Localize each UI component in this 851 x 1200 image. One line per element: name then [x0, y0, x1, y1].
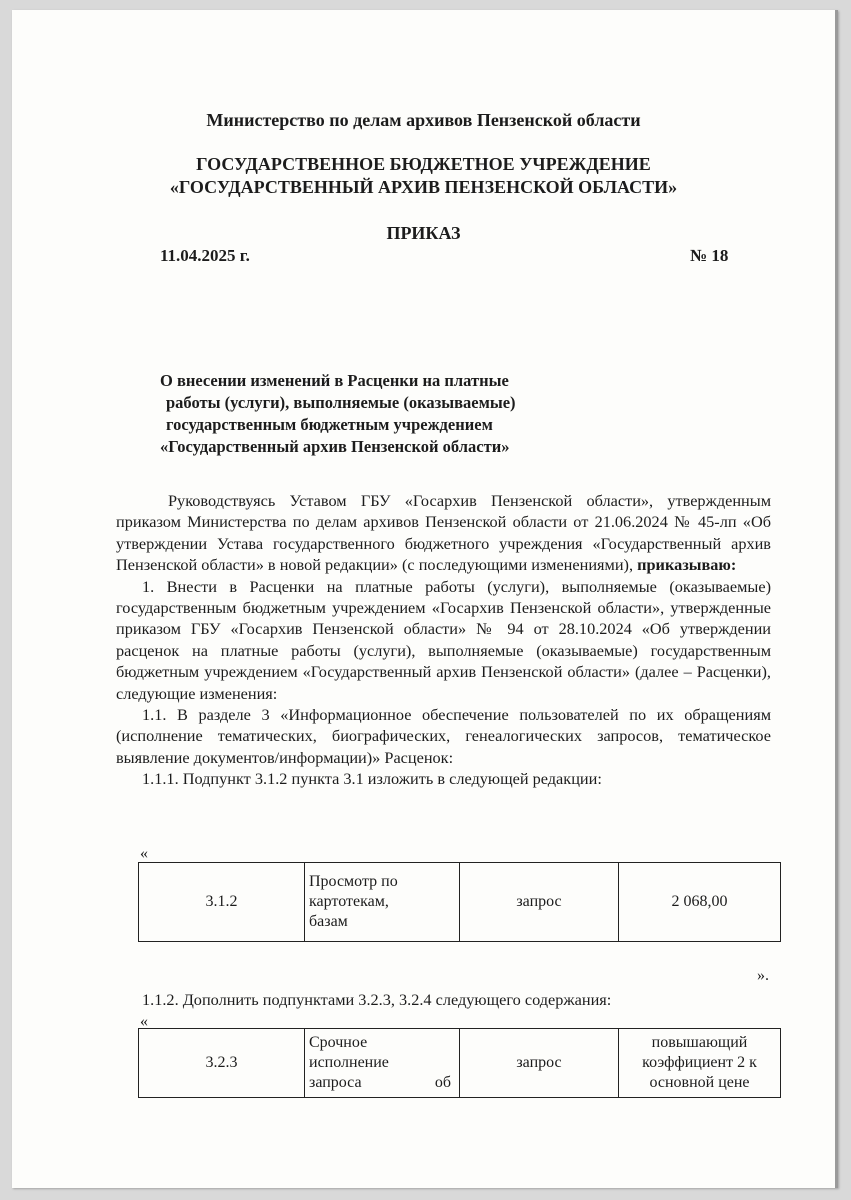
- quote-open-mark: «: [140, 845, 148, 862]
- table-row: [139, 1029, 781, 1098]
- order-date: 11.04.2025 г.: [160, 246, 250, 265]
- order-number: № 18: [690, 246, 729, 265]
- organization-line-2: «ГОСУДАРСТВЕННЫЙ АРХИВ ПЕНЗЕНСКОЙ ОБЛАСТИ»: [169, 177, 678, 197]
- document-type: ПРИКАЗ: [386, 223, 461, 243]
- ministry-heading: Министерство по делам архивов Пензенской области: [206, 110, 641, 130]
- service-name-line: Просмотр по: [309, 873, 398, 890]
- document-page: [12, 10, 838, 1188]
- price-line: основной цене: [649, 1074, 750, 1091]
- item-1-paragraph: 1. Внести в Расценки на платные работы (услуги), выполняемые (оказываемые) государственным бюджетным учреждением «Госархив Пензенской области», утвержденные приказом ГБУ «Госархив Пензенской области» № 94 от 28.10.2024 «Об утверждении расценок на платные работы (услуги), выполняемые (оказываемые) государственным бюджетным учреждением «Государственный архив Пензенской области» (далее – Расценки), следующие изменения:: [116, 576, 771, 703]
- cell-service-name: [305, 1029, 460, 1098]
- item-1-1-2-paragraph: 1.1.2. Дополнить подпунктами 3.2.3, 3.2.4 следующего содержания:: [142, 990, 612, 1009]
- service-name-word: запроса: [309, 1074, 362, 1091]
- subject-line: работы (услуги), выполняемые (оказываемые): [166, 393, 516, 412]
- quote-close-mark: ».: [757, 967, 769, 984]
- cell-unit: запрос: [460, 1029, 619, 1098]
- item-1-1-paragraph: 1.1. В разделе 3 «Информационное обеспечение пользователей по их обращениям (исполнение тематических, биографических, генеалогических запросов, тематическое выявление документов/информации)» Расценок:: [116, 705, 771, 767]
- cell-price: 2 068,00: [619, 863, 781, 942]
- subject-line: государственным бюджетным учреждением: [166, 415, 493, 434]
- cell-price: [619, 1029, 781, 1098]
- preamble-paragraph: [116, 490, 771, 576]
- service-name-line: исполнение: [309, 1054, 389, 1071]
- tariff-table-1: [138, 862, 781, 942]
- cell-unit: запрос: [460, 863, 619, 942]
- price-line: коэффициент 2 к: [642, 1054, 757, 1071]
- order-body: [116, 490, 771, 790]
- service-name-line: Срочное: [309, 1034, 368, 1051]
- service-name-line: [309, 1073, 459, 1093]
- price-line: повышающий: [651, 1034, 748, 1051]
- table-row: [139, 863, 781, 942]
- quote-open-mark-2: «: [140, 1013, 148, 1030]
- cell-code: 3.2.3: [139, 1029, 305, 1098]
- service-name-line: базам: [309, 913, 348, 930]
- service-name-line: картотекам,: [309, 893, 389, 910]
- subject-line: «Государственный архив Пензенской области»: [160, 437, 510, 456]
- tariff-table-2: [138, 1028, 781, 1098]
- subject-line: О внесении изменений в Расценки на платные: [160, 371, 509, 390]
- organization-heading: [12, 153, 835, 199]
- service-name-word: об: [434, 1074, 451, 1091]
- cell-code: 3.1.2: [139, 863, 305, 942]
- organization-line-1: ГОСУДАРСТВЕННОЕ БЮДЖЕТНОЕ УЧРЕЖДЕНИЕ: [196, 154, 651, 174]
- item-1-1-1-paragraph: 1.1.1. Подпункт 3.1.2 пункта 3.1 изложить в следующей редакции:: [142, 769, 602, 789]
- cell-service-name: [305, 863, 460, 942]
- order-subject: [160, 370, 620, 458]
- preamble-decree: приказываю:: [637, 555, 737, 575]
- preamble-text: Руководствуясь Уставом ГБУ «Госархив Пензенской области», утвержденным приказом Министерства по делам архивов Пензенской области от 21.06.2024 № 45-лп «Об утверждении Устава государственного бюджетного учреждения «Государственный архив Пензенской области» в новой редакции» (с последующими изменениями),: [116, 491, 771, 575]
